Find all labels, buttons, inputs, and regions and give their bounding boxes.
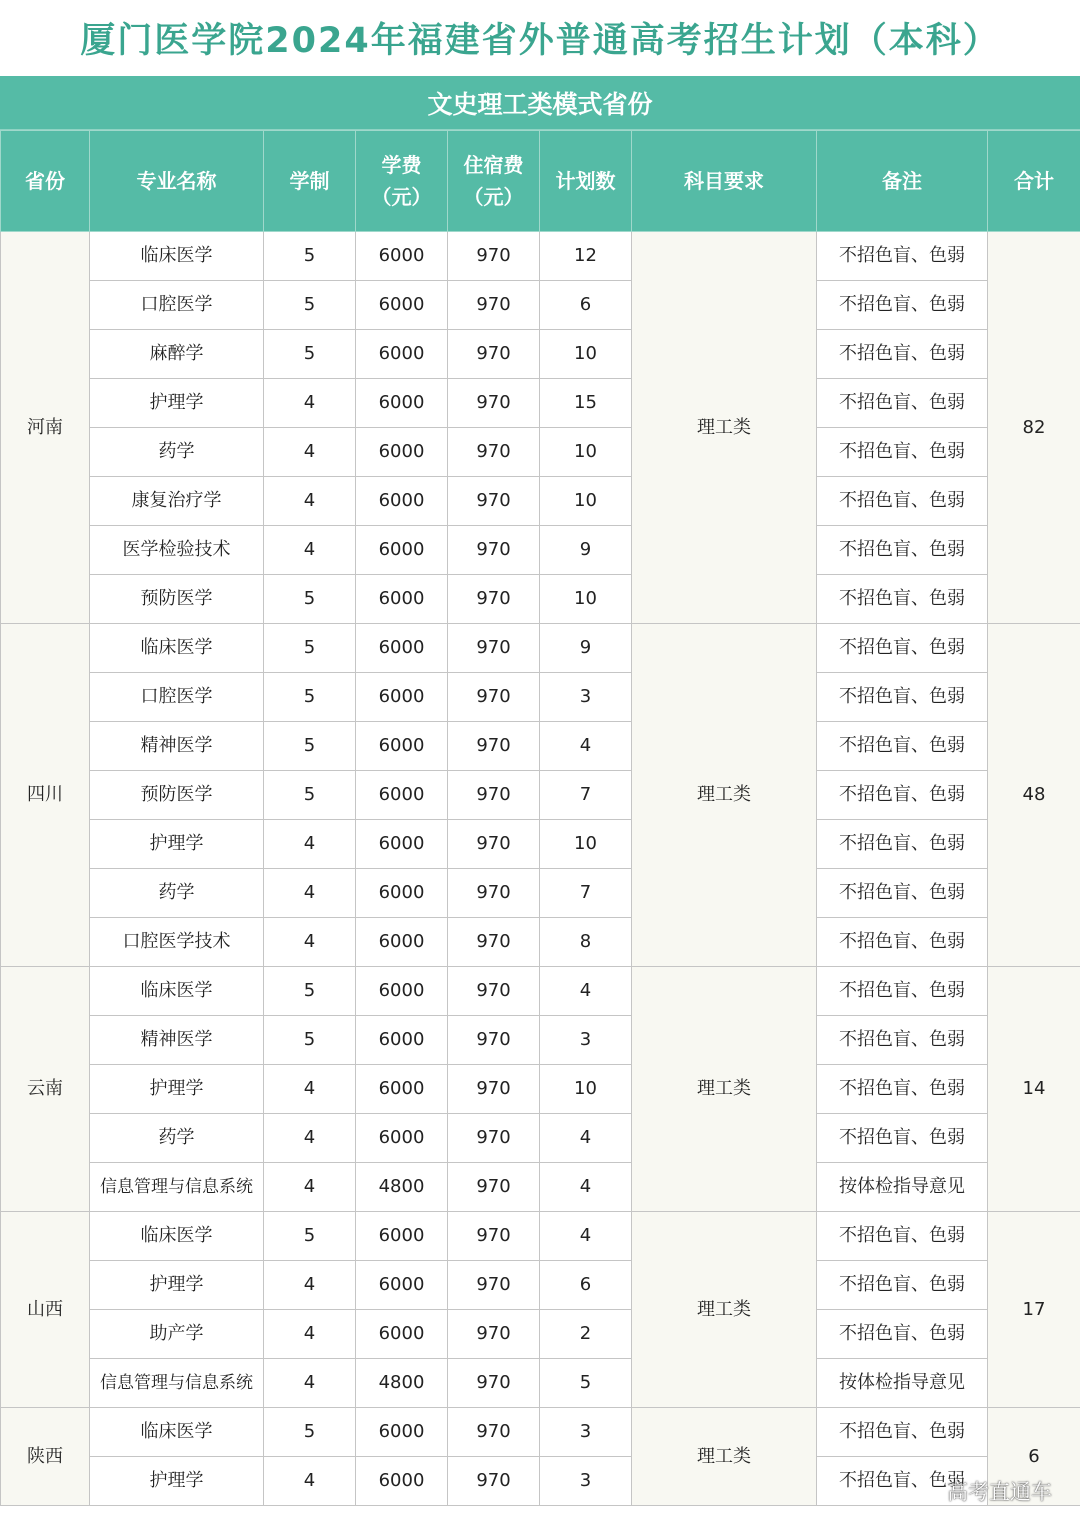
plan-count-cell: 5: [540, 1359, 632, 1408]
table-row: [1, 820, 1080, 869]
dorm-fee-cell: 970: [448, 1065, 540, 1114]
dorm-fee-cell: 970: [448, 918, 540, 967]
subject-requirement-cell: 理工类: [632, 232, 817, 624]
table-row: [1, 281, 1080, 330]
total-cell: 82: [988, 232, 1080, 624]
major-cell: 预防医学: [90, 575, 264, 624]
major-cell: 口腔医学: [90, 673, 264, 722]
major-cell: 药学: [90, 1114, 264, 1163]
table-row: [1, 232, 1080, 281]
enrollment-plan-table: [0, 130, 1080, 1506]
years-cell: 4: [264, 428, 356, 477]
years-cell: 4: [264, 1065, 356, 1114]
years-cell: 4: [264, 1114, 356, 1163]
note-cell: 不招色盲、色弱: [817, 1408, 988, 1457]
plan-count-cell: 10: [540, 1065, 632, 1114]
plan-count-cell: 4: [540, 967, 632, 1016]
header-dorm-label: 住宿费: [463, 153, 524, 177]
note-cell: 不招色盲、色弱: [817, 232, 988, 281]
dorm-fee-cell: 970: [448, 1457, 540, 1506]
major-cell: 精神医学: [90, 1016, 264, 1065]
major-cell: 医学检验技术: [90, 526, 264, 575]
table-row: [1, 379, 1080, 428]
note-cell: 不招色盲、色弱: [817, 918, 988, 967]
major-cell: 护理学: [90, 1457, 264, 1506]
dorm-fee-cell: 970: [448, 1114, 540, 1163]
table-row: [1, 918, 1080, 967]
major-cell: 麻醉学: [90, 330, 264, 379]
province-cell: 山西: [1, 1212, 90, 1408]
dorm-fee-cell: 970: [448, 428, 540, 477]
years-cell: 4: [264, 379, 356, 428]
table-row: [1, 624, 1080, 673]
note-cell: 不招色盲、色弱: [817, 477, 988, 526]
plan-count-cell: 8: [540, 918, 632, 967]
dorm-fee-cell: 970: [448, 673, 540, 722]
tuition-cell: 6000: [356, 1408, 448, 1457]
note-cell: 不招色盲、色弱: [817, 722, 988, 771]
years-cell: 5: [264, 1212, 356, 1261]
header-total: 合计: [988, 131, 1080, 232]
note-cell: 不招色盲、色弱: [817, 820, 988, 869]
note-cell: 不招色盲、色弱: [817, 967, 988, 1016]
table-row: [1, 477, 1080, 526]
subject-requirement-cell: 理工类: [632, 624, 817, 967]
major-cell: 信息管理与信息系统: [90, 1359, 264, 1408]
note-cell: 按体检指导意见: [817, 1359, 988, 1408]
tuition-cell: 6000: [356, 1016, 448, 1065]
table-row: [1, 1457, 1080, 1506]
tuition-cell: 4800: [356, 1163, 448, 1212]
tuition-cell: 6000: [356, 477, 448, 526]
dorm-fee-cell: 970: [448, 330, 540, 379]
table-row: [1, 1310, 1080, 1359]
watermark: 高考直通车: [947, 1480, 1052, 1504]
years-cell: 5: [264, 673, 356, 722]
major-cell: 护理学: [90, 820, 264, 869]
plan-count-cell: 4: [540, 722, 632, 771]
plan-count-cell: 9: [540, 624, 632, 673]
note-cell: 不招色盲、色弱: [817, 1016, 988, 1065]
tuition-cell: 6000: [356, 967, 448, 1016]
years-cell: 5: [264, 771, 356, 820]
table-row: [1, 722, 1080, 771]
note-cell: 不招色盲、色弱: [817, 1261, 988, 1310]
years-cell: 5: [264, 575, 356, 624]
dorm-fee-cell: 970: [448, 526, 540, 575]
table-header-row: [1, 131, 1080, 232]
dorm-fee-cell: 970: [448, 1261, 540, 1310]
tuition-cell: 6000: [356, 1457, 448, 1506]
note-cell: 不招色盲、色弱: [817, 1065, 988, 1114]
major-cell: 临床医学: [90, 624, 264, 673]
years-cell: 4: [264, 918, 356, 967]
header-tuition-unit: （元）: [371, 185, 432, 209]
header-tuition-label: 学费: [381, 153, 422, 177]
dorm-fee-cell: 970: [448, 624, 540, 673]
dorm-fee-cell: 970: [448, 1163, 540, 1212]
note-cell: 不招色盲、色弱: [817, 379, 988, 428]
tuition-cell: 6000: [356, 1212, 448, 1261]
years-cell: 5: [264, 330, 356, 379]
years-cell: 5: [264, 1016, 356, 1065]
years-cell: 5: [264, 722, 356, 771]
plan-count-cell: 3: [540, 1408, 632, 1457]
major-cell: 护理学: [90, 379, 264, 428]
major-cell: 口腔医学技术: [90, 918, 264, 967]
table-row: [1, 1163, 1080, 1212]
table-body: [1, 232, 1080, 1506]
major-cell: 助产学: [90, 1310, 264, 1359]
major-cell: 药学: [90, 428, 264, 477]
note-cell: 不招色盲、色弱: [817, 1212, 988, 1261]
header-note: 备注: [817, 131, 988, 232]
total-cell: 6: [988, 1408, 1080, 1506]
table-row: [1, 967, 1080, 1016]
dorm-fee-cell: 970: [448, 1359, 540, 1408]
plan-count-cell: 4: [540, 1114, 632, 1163]
plan-count-cell: 6: [540, 281, 632, 330]
years-cell: 4: [264, 1457, 356, 1506]
tuition-cell: 6000: [356, 1261, 448, 1310]
major-cell: 护理学: [90, 1065, 264, 1114]
header-dorm-unit: （元）: [463, 185, 524, 209]
dorm-fee-cell: 970: [448, 232, 540, 281]
dorm-fee-cell: 970: [448, 722, 540, 771]
table-row: [1, 1065, 1080, 1114]
years-cell: 4: [264, 1261, 356, 1310]
table-row: [1, 575, 1080, 624]
subject-requirement-cell: 理工类: [632, 967, 817, 1212]
note-cell: 不招色盲、色弱: [817, 869, 988, 918]
major-cell: 临床医学: [90, 1408, 264, 1457]
plan-count-cell: 7: [540, 869, 632, 918]
note-cell: 不招色盲、色弱: [817, 771, 988, 820]
table-row: [1, 771, 1080, 820]
major-cell: 康复治疗学: [90, 477, 264, 526]
table-row: [1, 1261, 1080, 1310]
tuition-cell: 6000: [356, 771, 448, 820]
note-cell: 不招色盲、色弱: [817, 1114, 988, 1163]
plan-count-cell: 10: [540, 575, 632, 624]
dorm-fee-cell: 970: [448, 281, 540, 330]
major-cell: 临床医学: [90, 1212, 264, 1261]
tuition-cell: 6000: [356, 820, 448, 869]
province-cell: 陕西: [1, 1408, 90, 1506]
plan-count-cell: 4: [540, 1163, 632, 1212]
header-plan: 计划数: [540, 131, 632, 232]
note-cell: 按体检指导意见: [817, 1163, 988, 1212]
note-cell: 不招色盲、色弱: [817, 428, 988, 477]
years-cell: 4: [264, 869, 356, 918]
tuition-cell: 6000: [356, 330, 448, 379]
note-cell: 不招色盲、色弱: [817, 1310, 988, 1359]
total-cell: 17: [988, 1212, 1080, 1408]
dorm-fee-cell: 970: [448, 967, 540, 1016]
tuition-cell: 6000: [356, 673, 448, 722]
table-row: [1, 673, 1080, 722]
tuition-cell: 4800: [356, 1359, 448, 1408]
tuition-cell: 6000: [356, 379, 448, 428]
dorm-fee-cell: 970: [448, 869, 540, 918]
subject-requirement-cell: 理工类: [632, 1212, 817, 1408]
years-cell: 4: [264, 1163, 356, 1212]
plan-count-cell: 10: [540, 820, 632, 869]
note-cell: 不招色盲、色弱: [817, 624, 988, 673]
plan-count-cell: 10: [540, 477, 632, 526]
years-cell: 5: [264, 624, 356, 673]
plan-count-cell: 12: [540, 232, 632, 281]
years-cell: 5: [264, 232, 356, 281]
note-cell: 不招色盲、色弱: [817, 281, 988, 330]
years-cell: 4: [264, 477, 356, 526]
plan-count-cell: 3: [540, 673, 632, 722]
dorm-fee-cell: 970: [448, 575, 540, 624]
years-cell: 4: [264, 526, 356, 575]
page-title: 厦门医学院2024年福建省外普通高考招生计划（本科）: [0, 0, 1080, 76]
table-row: [1, 330, 1080, 379]
tuition-cell: 6000: [356, 918, 448, 967]
header-dorm: [448, 131, 540, 232]
major-cell: 精神医学: [90, 722, 264, 771]
years-cell: 5: [264, 1408, 356, 1457]
tuition-cell: 6000: [356, 1114, 448, 1163]
plan-count-cell: 2: [540, 1310, 632, 1359]
total-cell: 48: [988, 624, 1080, 967]
major-cell: 口腔医学: [90, 281, 264, 330]
note-cell: 不招色盲、色弱: [817, 526, 988, 575]
tuition-cell: 6000: [356, 232, 448, 281]
major-cell: 临床医学: [90, 967, 264, 1016]
tuition-cell: 6000: [356, 1065, 448, 1114]
major-cell: 信息管理与信息系统: [90, 1163, 264, 1212]
province-cell: 四川: [1, 624, 90, 967]
dorm-fee-cell: 970: [448, 1016, 540, 1065]
years-cell: 4: [264, 1359, 356, 1408]
plan-count-cell: 9: [540, 526, 632, 575]
table-row: [1, 428, 1080, 477]
plan-count-cell: 7: [540, 771, 632, 820]
header-years: 学制: [264, 131, 356, 232]
table-row: [1, 1016, 1080, 1065]
header-subject: 科目要求: [632, 131, 817, 232]
note-cell: 不招色盲、色弱: [817, 575, 988, 624]
plan-count-cell: 10: [540, 428, 632, 477]
tuition-cell: 6000: [356, 281, 448, 330]
subject-requirement-cell: 理工类: [632, 1408, 817, 1506]
note-cell: 不招色盲、色弱: [817, 1457, 988, 1506]
dorm-fee-cell: 970: [448, 1408, 540, 1457]
plan-count-cell: 3: [540, 1016, 632, 1065]
table-row: [1, 1359, 1080, 1408]
tuition-cell: 6000: [356, 722, 448, 771]
major-cell: 护理学: [90, 1261, 264, 1310]
header-province: 省份: [1, 131, 90, 232]
table-row: [1, 869, 1080, 918]
tuition-cell: 6000: [356, 1310, 448, 1359]
dorm-fee-cell: 970: [448, 477, 540, 526]
section-band: 文史理工类模式省份: [0, 76, 1080, 130]
plan-count-cell: 15: [540, 379, 632, 428]
province-cell: 云南: [1, 967, 90, 1212]
tuition-cell: 6000: [356, 624, 448, 673]
table-row: [1, 526, 1080, 575]
note-cell: 不招色盲、色弱: [817, 330, 988, 379]
plan-count-cell: 6: [540, 1261, 632, 1310]
major-cell: 药学: [90, 869, 264, 918]
major-cell: 预防医学: [90, 771, 264, 820]
dorm-fee-cell: 970: [448, 771, 540, 820]
dorm-fee-cell: 970: [448, 1310, 540, 1359]
dorm-fee-cell: 970: [448, 1212, 540, 1261]
plan-count-cell: 4: [540, 1212, 632, 1261]
plan-count-cell: 3: [540, 1457, 632, 1506]
header-tuition: [356, 131, 448, 232]
table-row: [1, 1114, 1080, 1163]
years-cell: 5: [264, 281, 356, 330]
tuition-cell: 6000: [356, 575, 448, 624]
table-row: [1, 1212, 1080, 1261]
plan-count-cell: 10: [540, 330, 632, 379]
table-row: [1, 1408, 1080, 1457]
total-cell: 14: [988, 967, 1080, 1212]
years-cell: 4: [264, 1310, 356, 1359]
note-cell: 不招色盲、色弱: [817, 673, 988, 722]
years-cell: 5: [264, 967, 356, 1016]
dorm-fee-cell: 970: [448, 820, 540, 869]
tuition-cell: 6000: [356, 869, 448, 918]
province-cell: 河南: [1, 232, 90, 624]
tuition-cell: 6000: [356, 428, 448, 477]
major-cell: 临床医学: [90, 232, 264, 281]
header-major: 专业名称: [90, 131, 264, 232]
years-cell: 4: [264, 820, 356, 869]
dorm-fee-cell: 970: [448, 379, 540, 428]
tuition-cell: 6000: [356, 526, 448, 575]
